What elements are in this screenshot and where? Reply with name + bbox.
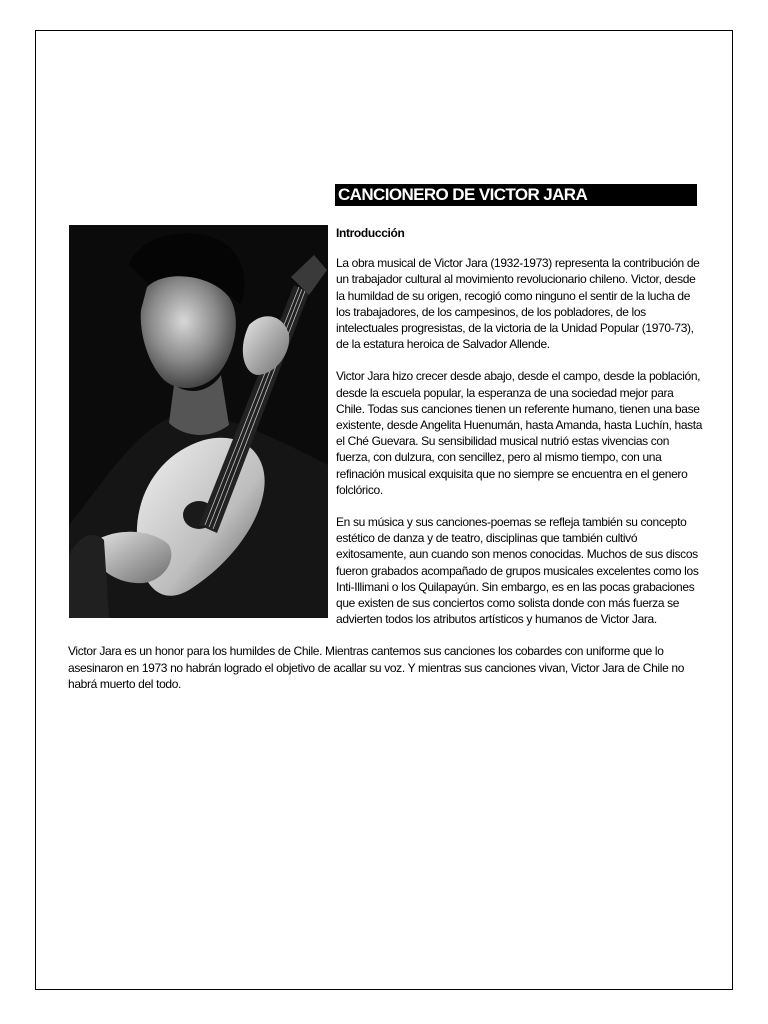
paragraph-1: La obra musical de Victor Jara (1932-1973) representa la contribución de un trabajador cultural al movimiento revolucionario chileno. Victor, desde la humildad de su origen, recogió como ninguno el sentir de la lucha de los trabajadores, de los campesinos, de los pobladores, de los intelectuales progresistas, de la victoria de la Unidad Popular (1970-73), de la estatura heroica de Salvador Allende.: [336, 256, 700, 352]
document-title: CANCIONERO DE VICTOR JARA: [335, 184, 697, 206]
photo-wrap-spacer: [68, 225, 336, 622]
paragraph-2: Victor Jara hizo crecer desde abajo, desde el campo, desde la población, desde la escuela popular, la esperanza de una sociedad mejor para Chile. Todas sus canciones tienen un referente humano, tienen una base existente, desde Angelita Huenumán, hasta Amanda, hasta Luchín, hasta el Ché Guevara. Su sensibilidad musical nutrió estas vivencias con fuerza, con dulzura, con sencillez, pero al mismo tiempo, con una refinación musical exquisita que no siempre se encuentra en el genero folclórico.: [336, 369, 703, 497]
paragraph-4: Victor Jara es un honor para los humildes de Chile. Mientras cantemos sus canciones los cobardes con uniforme que lo asesinaron en 1973 no habrán logrado el objetivo de acallar su voz. Y mientras sus canciones vivan, Victor Jara de Chile no habrá muerto del todo.: [68, 644, 685, 691]
section-heading: Introducción: [336, 226, 405, 240]
paragraph-3: En su música y sus canciones-poemas se refleja también su concepto estético de danza y de teatro, disciplinas que también cultivó exitosamente, aun cuando son menos conocidas. Muchos de sus discos fueron grabados acompañado de grupos musicales excelentes como los Inti-Illimani o los Quilapayún. Sin embargo, es en las pocas grabaciones que existen de sus conciertos como solista donde con más fuerza se advierten todos los atributos artísticos y humanos de Victor Jara.: [336, 515, 699, 627]
body-text: [68, 225, 704, 708]
